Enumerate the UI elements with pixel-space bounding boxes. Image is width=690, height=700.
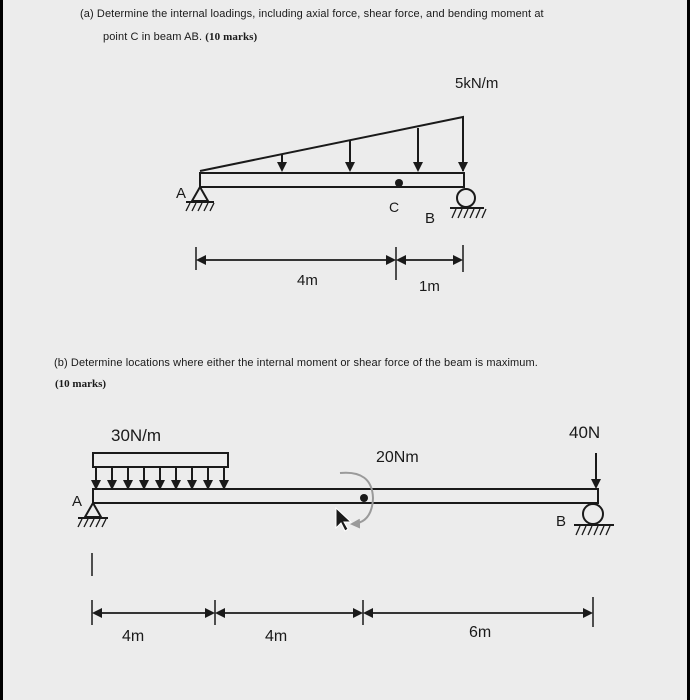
roller-support-b bbox=[457, 189, 475, 207]
load-label-a: 5kN/m bbox=[455, 75, 499, 92]
question-b-line1: (b) Determine locations where either the internal moment or shear force of the beam is maximum. bbox=[54, 357, 538, 369]
pin-support-a-b bbox=[85, 503, 101, 517]
ground-hatch-b-b bbox=[576, 526, 610, 535]
dimension-a bbox=[196, 245, 463, 280]
diagram-b bbox=[78, 453, 614, 627]
beam-b bbox=[93, 489, 598, 503]
diagram-a bbox=[186, 117, 486, 280]
point-marker-b bbox=[360, 494, 368, 502]
point-load-label: 40N bbox=[569, 423, 601, 442]
dimension-label-4m: 4m bbox=[297, 272, 318, 289]
dimension-label-b1: 4m bbox=[122, 628, 145, 645]
label-point-a: A bbox=[176, 185, 187, 202]
dimension-label-b2: 4m bbox=[265, 628, 288, 645]
ground-hatch-a bbox=[186, 203, 214, 211]
udl-arrows bbox=[96, 467, 224, 488]
label-point-b: B bbox=[425, 210, 436, 227]
question-a-line1: (a) Determine the internal loadings, including axial force, shear force, and bending moment at bbox=[80, 8, 544, 20]
dimension-b bbox=[92, 597, 593, 627]
question-a-text: point C in beam AB. bbox=[103, 31, 203, 43]
point-c-marker bbox=[395, 179, 403, 187]
moment-label: 20Nm bbox=[376, 449, 419, 466]
dimension-label-1m: 1m bbox=[419, 278, 440, 295]
ground-hatch-b bbox=[452, 209, 486, 218]
triangular-load bbox=[200, 117, 463, 171]
pin-support-a bbox=[192, 187, 208, 201]
dimension-label-b3: 6m bbox=[469, 624, 492, 641]
label-point-b-b: B bbox=[556, 513, 567, 530]
question-a-marks: (10 marks) bbox=[205, 31, 258, 43]
roller-support-b-b bbox=[583, 504, 603, 524]
label-point-a-b: A bbox=[72, 493, 83, 510]
udl-block bbox=[93, 453, 228, 467]
beam-ab bbox=[200, 173, 464, 187]
udl-label: 30N/m bbox=[111, 426, 162, 445]
label-point-c: C bbox=[389, 199, 400, 215]
question-b-marks: (10 marks) bbox=[55, 378, 107, 390]
cursor-icon bbox=[336, 508, 351, 531]
ground-hatch-a-b bbox=[78, 519, 106, 527]
